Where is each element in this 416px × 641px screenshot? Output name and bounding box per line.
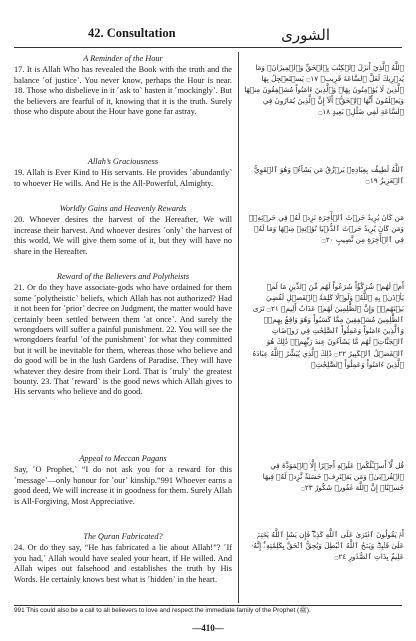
footnote: 991 This could also be a call to all believers to love and respect the immediate family of the Prophet (ﷺ). (14, 607, 311, 614)
arabic-verses: قُل لَّآ أَسۡـَٔلُكُمۡ عَلَيۡهِ أَجۡرًا إِلَّا ٱلۡمَوَدَّةَ فِي ٱلۡقُرۡبَىٰۗ وَمَن يَقۡتَرِفۡ حَسَنَةٗ نَّزِدۡ لَهُۥ فِيهَا حُسۡنًاۚ إِنَّ ٱللَّهَ غَفُورٞ شَكُورٌ ۝٢٣ (262, 461, 404, 493)
section-worldly-gains (14, 202, 232, 257)
arabic-verses: ٱللَّهُ لَطِيفُۢ بِعِبَادِهِۦ يَرۡزُقُ مَن يَشَآءُۖ وَهُوَ ٱلۡقَوِيُّ ٱلۡعَزِيزُ ۝١٩ (253, 165, 404, 186)
translation-paragraph: 17. It is Allah Who has revealed the Book with the truth and the balance ˹of justice˺. You never know, perhaps the Hour is near. 18. Those who disbelieve in it ˹ask to˺ hasten it ˹mockingly˺. But the believers are fearful of it, knowing that it is the truth. Surely those who dispute about the Hour have gone far astray. (14, 65, 232, 117)
header-rule (14, 47, 402, 48)
translation-paragraph: 19. Allah is Ever Kind to His servants. He provides ˹abundantly˺ to whoever He wills. And He is the All-Powerful, Almighty. (14, 168, 232, 188)
section-heading: Allah’s Graciousness (87, 157, 159, 166)
translation-paragraph: 20. Whoever desires the harvest of the Hereafter, We will increase their harvest. And whoever desires ˹only˺ the harvest of this world, We will give them some of it, but they will have no share in the Hereafter. (14, 215, 232, 256)
section-heading: Reward of the Believers and Polytheists (56, 272, 190, 281)
section-allah-graciousness (14, 155, 232, 189)
surah-title-arabic: الشورى (281, 26, 330, 44)
translation-paragraph: 21. Or do they have associate-gods who have ordained for them some ˹polytheistic˺ beliefs, which Allah has not authorized? Had it not been for ˹prior˺ decree on Judgment, the matter would have certainly been settled between them ˹at once˺. And surely the wrongdoers will suffer a painful punishment. 22. You will see the wrongdoers fearful ˹of the punishment˺ for what they committed but it will be inevitable for them, whereas those who believe and do good will be in the lush Gardens of Paradise. They will have whatever they desire from their Lord. That is ˹truly˺ the greatest bounty. 23. That ˹reward˺ is the good news which Allah gives to His servants who believe and do good. (14, 283, 232, 397)
section-reminder-hour (14, 52, 232, 117)
arabic-verses: مَن كَانَ يُرِيدُ حَرۡثَ ٱلۡأٓخِرَةِ نَزِدۡ لَهُۥ فِي حَرۡثِهِۦۖ وَمَن كَانَ يُرِيدُ حَرۡثَ ٱلدُّنۡيَا نُؤۡتِهِۦ مِنۡهَا وَمَا لَهُۥ فِي ٱلۡأٓخِرَةِ مِن نَّصِيبٍ ۝٢٠ (248, 213, 404, 245)
section-reward-believers (14, 270, 232, 398)
arabic-verses: أَمۡ يَقُولُونَ ٱفۡتَرَىٰ عَلَى ٱللَّهِ كَذِبٗاۖ فَإِن يَشَإِ ٱللَّهُ يَخۡتِمۡ عَلَىٰ قَلۡبِكَۗ وَيَمۡحُ ٱللَّهُ ٱلۡبَٰطِلَ وَيُحِقُّ ٱلۡحَقَّ بِكَلِمَٰتِهِۦٓۚ إِنَّهُۥ عَلِيمُۢ بِذَاتِ ٱلصُّدُورِ ۝٢٤ (251, 530, 404, 562)
translation-paragraph: Say, ˹O Prophet,˺ “I do not ask you for a reward for this ˹message˺—only honour for ˹our˺ kinship.”991 Whoever earns a good deed, We will increase it in goodness for them. Surely Allah is All-Forgiving, Most Appreciative. (14, 465, 232, 506)
column-divider (238, 52, 239, 603)
surah-title-english: 42. Consultation (88, 26, 176, 40)
section-appeal-meccan-pagans (14, 452, 232, 507)
page-header (14, 26, 402, 48)
section-heading: The Quran Fabricated? (83, 532, 163, 541)
section-heading: Appeal to Meccan Pagans (79, 454, 167, 463)
page-number: —410— (192, 623, 224, 633)
arabic-verses: ٱللَّهُ ٱلَّذِيٓ أَنزَلَ ٱلۡكِتَٰبَ بِٱلۡحَقِّ وَٱلۡمِيزَانَۗ وَمَا يُدۡرِيكَ لَعَلَّ ٱلسَّاعَةَ قَرِيبٞ ۝١٧ يَسۡتَعۡجِلُ بِهَا ٱلَّذِينَ لَا يُؤۡمِنُونَ بِهَاۖ وَٱلَّذِينَ ءَامَنُواْ مُشۡفِقُونَ مِنۡهَا وَيَعۡلَمُونَ أَنَّهَا ٱلۡحَقُّۗ أَلَآ إِنَّ ٱلَّذِينَ يُمَارُونَ فِي ٱلسَّاعَةِ لَفِي ضَلَٰلِۭ بَعِيدٍ ۝١٨ (244, 63, 404, 117)
translation-paragraph: 24. Or do they say, “He has fabricated a lie about Allah!”? ˹If you had,˺ Allah would have sealed your heart, if He willed. And Allah wipes out falsehood and establishes the truth by His Words. He certainly knows best what is ˹hidden˺ in the heart. (14, 543, 232, 584)
section-quran-fabricated (14, 530, 232, 585)
section-heading: Worldly Gains and Heavenly Rewards (59, 204, 187, 213)
section-heading: A Reminder of the Hour (83, 54, 163, 63)
footnote-rule (14, 605, 402, 606)
arabic-verses: أَمۡ لَهُمۡ شُرَكَٰٓؤُاْ شَرَعُواْ لَهُم مِّنَ ٱلدِّينِ مَا لَمۡ يَأۡذَنۢ بِهِ ٱللَّهُۚ وَلَوۡلَا كَلِمَةُ ٱلۡفَصۡلِ لَقُضِيَ بَيۡنَهُمۡۗ وَإِنَّ ٱلظَّٰلِمِينَ لَهُمۡ عَذَابٌ أَلِيمٞ ۝٢١ تَرَى ٱلظَّٰلِمِينَ مُشۡفِقِينَ مِمَّا كَسَبُواْ وَهُوَ وَاقِعُۢ بِهِمۡۗ وَٱلَّذِينَ ءَامَنُواْ وَعَمِلُواْ ٱلصَّٰلِحَٰتِ فِي رَوۡضَاتِ ٱلۡجَنَّاتِۖ لَهُم مَّا يَشَآءُونَ عِندَ رَبِّهِمۡۚ ذَٰلِكَ هُوَ ٱلۡفَضۡلُ ٱلۡكَبِيرُ ۝٢٢ ذَٰلِكَ ٱلَّذِي يُبَشِّرُ ٱللَّهُ عِبَادَهُ ٱلَّذِينَ ءَامَنُواْ وَعَمِلُواْ ٱلصَّٰلِحَٰتِۗ (252, 282, 404, 369)
